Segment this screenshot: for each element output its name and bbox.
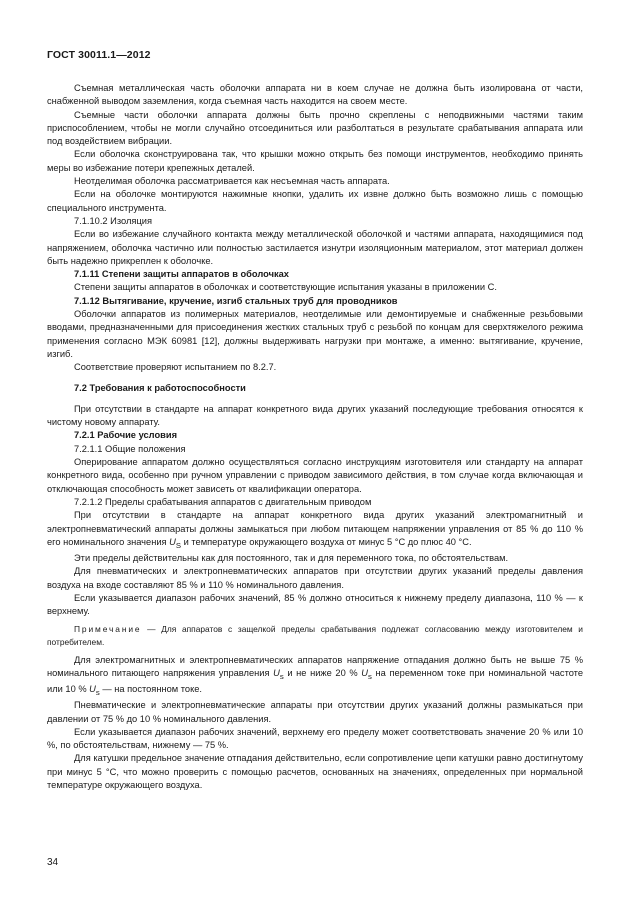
symbol-subscript: S	[175, 540, 182, 550]
note-label: Примечание	[74, 624, 142, 635]
symbol: U	[169, 536, 176, 547]
subsection-heading: 7.2.1.1 Общие положения	[74, 443, 186, 454]
text-run: на переменном токе при номинальной частоте или 10 %	[47, 667, 584, 695]
subsection-heading: 7.1.10.2 Изоляция	[74, 215, 153, 226]
paragraph	[47, 509, 583, 552]
page-number: 34	[47, 857, 59, 868]
paragraph: Если указывается диапазон рабочих значений, 85 % должно относиться к нижнему пределу диапазона, 110 % — к верхнему.	[47, 592, 583, 617]
subsection-heading: 7.1.11 Степени защиты аппаратов в оболочках	[74, 269, 289, 280]
note	[47, 623, 583, 648]
section-heading: 7.2 Требования к работоспособности	[74, 382, 246, 393]
paragraph	[47, 654, 583, 700]
subsection-heading: 7.2.1.2 Пределы срабатывания аппаратов с двигательным приводом	[74, 496, 372, 507]
text-run: Для электромагнитных и электропневматических аппаратов напряжение отпадания должно быть не выше 75 % номинального питающего напряжения управления	[47, 654, 583, 678]
paragraph: Степени защиты аппаратов в оболочках и соответствующие испытания указаны в приложении С.	[74, 282, 497, 293]
paragraph: Неотделимая оболочка рассматривается как несъемная часть аппарата.	[74, 176, 390, 187]
paragraph: Если на оболочке монтируются нажимные кнопки, удалить их извне должно быть возможно лишь с помощью специального инструмента.	[47, 189, 583, 213]
note-text: — Для аппаратов с защелкой пределы срабатывания подлежат согласованию между изготовителем и потребителем.	[47, 624, 583, 648]
paragraph: Съемная металлическая часть оболочки аппарата ни в коем случае не должна быть изолирована от части, снабженной выводом заземления, когда съемная часть находится на своем месте.	[47, 83, 583, 107]
text-run: — на постоянном токе.	[99, 684, 202, 695]
paragraph: Если оболочка сконструирована так, что крышки можно открыть без помощи инструментов, необходимо принять меры во избежание потери крепежных деталей.	[47, 149, 583, 173]
paragraph: Если указывается диапазон рабочих значений, верхнему его пределу может соответствовать значение 20 % или 10 %, по обстоятельствам, нижнему — 75 %.	[47, 726, 583, 751]
paragraph: Для катушки предельное значение отпадания действительно, если сопротивление цепи катушки равно достигнутому при минус 5 °С, что можно проверить с помощью расчетов, основанных на значениях, определенных при нормальной температуре окружающего воздуха.	[47, 753, 583, 791]
subsection-heading: 7.1.12 Вытягивание, кручение, изгиб стальных труб для проводников	[74, 295, 398, 306]
subsection-heading: 7.2.1 Рабочие условия	[74, 430, 177, 441]
paragraph: Соответствие проверяют испытанием по 8.2.7.	[74, 362, 277, 373]
symbol: U	[361, 667, 369, 678]
paragraph: Пневматические и электропневматические аппараты при отсутствии других указаний должны размыкаться при давлении от 75 % до 10 % номинального давления.	[47, 700, 583, 724]
paragraph: Оболочки аппаратов из полимерных материалов, неотделимые или демонтируемые и снабженные резьбовыми вводами, предназначенными для присоединения жестких стальных труб с резьбой по концам для сверхтяжелого режима применения согласно МЭК 60981 [12], должны выдерживать нагрузки при монтаже, а именно: вытягивание, кручение, изгиб.	[47, 309, 583, 359]
text-run: При отсутствии в стандарте на аппарат конкретного вида других указаний электромагнитный и электропневматический аппараты должны замыкаться при любом питающем напряжении управления от 85 % до 110 % его номинального значения	[47, 510, 583, 547]
paragraph: Для пневматических и электропневматических аппаратов при отсутствии других указаний пределы давления воздуха на входе составляют 85 % и 110 % номинального давления.	[47, 566, 583, 590]
symbol-subscript: s	[279, 671, 284, 681]
symbol: U	[89, 684, 96, 695]
paragraph: Съемные части оболочки аппарата должны быть прочно скреплены с неподвижными частями таким приспособлением, чтобы не могли случайно отсоединиться или разболтаться в результате срабатывания аппарата или под воздействием вибрации.	[47, 109, 583, 147]
page-body	[47, 82, 583, 792]
document-header: ГОСТ 30011.1—2012	[47, 49, 151, 61]
paragraph: При отсутствии в стандарте на аппарат конкретного вида других указаний последующие требования относятся к чистому новому аппарату.	[47, 403, 583, 428]
paragraph: Если во избежание случайного контакта между металлической оболочкой и частями аппарата, находящимися под напряжением, оболочка частично или полностью застилается изнутри изоляционным материалом, этот материал должен быть надежно прикреплен к оболочке.	[47, 229, 583, 266]
symbol-subscript: s	[368, 671, 372, 681]
paragraph: Эти пределы действительны как для постоянного, так и для переменного тока, по обстоятельствам.	[74, 552, 509, 563]
paragraph: Оперирование аппаратом должно осуществляться согласно инструкциям изготовителя или стандарту на аппарат конкретного вида, особенно при ручном управлении с приводом зависимого действия, в том случае когда включающая и отключающая способность может зависеть от квалификации оператора.	[47, 457, 583, 494]
symbol-subscript: s	[95, 687, 100, 697]
text-run: и не ниже 20 %	[283, 667, 362, 678]
symbol: U	[273, 667, 280, 678]
text-run: и температуре окружающего воздуха от минус 5 °С до плюс 40 °С.	[181, 536, 472, 547]
